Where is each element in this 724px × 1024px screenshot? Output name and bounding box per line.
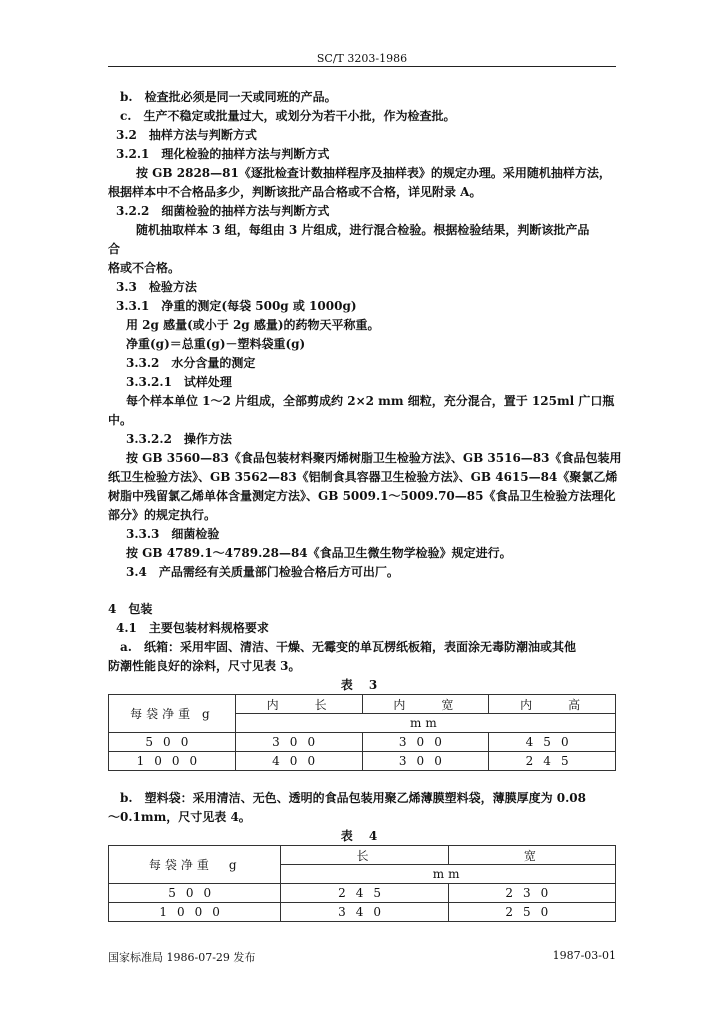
section-3-3-2: 3.3.2 水分含量的测定 [126, 356, 256, 370]
formula-line: 净重(g)＝总重(g)－塑料袋重(g) [126, 337, 306, 351]
table-3-caption: 表 3 [340, 678, 384, 692]
section-4: 4 包装 [108, 602, 153, 616]
table-header: 内 长 [235, 695, 362, 714]
table-header: 每袋净重 g [109, 695, 236, 733]
section-3-3-3: 3.3.3 细菌检验 [126, 527, 220, 541]
paragraph-line: 按 GB 2828—81《逐批检查计数抽样程序及抽样表》的规定办理。采用随机抽样方法， [136, 166, 611, 180]
table-header: 长 [281, 846, 448, 865]
item-b-plastic-bag: b. 塑料袋：采用清洁、无色、透明的食品包装用聚乙烯薄膜塑料袋，薄膜厚度为 0.08 [120, 791, 586, 805]
table-cell: 450 [489, 733, 616, 752]
paragraph-line: 格或不合格。 [108, 261, 181, 275]
table-row [109, 903, 616, 922]
table-cell: 230 [448, 884, 615, 903]
paragraph-line: 随机抽取样本 3 组，每组由 3 片组成，进行混合检验。根据检验结果，判断该批产品 [136, 223, 590, 237]
table-cell: 500 [109, 884, 281, 903]
table-header: 每袋净重 g [109, 846, 281, 884]
section-3-2: 3.2 抽样方法与判断方式 [116, 128, 257, 142]
footer-issuer: 国家标准局 1986-07-29 发布 [108, 951, 256, 964]
item-c: c. 生产不稳定或批量过大，或划分为若干小批，作为检查批。 [120, 109, 456, 123]
paragraph-line: 树脂中残留氯乙烯单体含量测定方法》、GB 5009.1～5009.70—85《食品卫生检验方法理化 [108, 489, 616, 503]
section-3-2-1: 3.2.1 理化检验的抽样方法与判断方式 [116, 147, 330, 161]
table-row [109, 752, 616, 771]
paragraph-line: 合 [108, 242, 121, 256]
table-cell: 400 [235, 752, 362, 771]
paragraph-line: 根据样本中不合格品多少，判断该批产品合格或不合格，详见附录 A。 [108, 185, 482, 199]
section-3-3-1: 3.3.1 净重的测定(每袋 500g 或 1000g) [116, 299, 357, 313]
table-header: 内 高 [489, 695, 616, 714]
table-cell: 300 [362, 733, 489, 752]
header-rule [108, 66, 616, 67]
document-body [108, 88, 622, 922]
item-b: b. 检查批必须是同一天或同班的产品。 [120, 90, 337, 104]
table-unit: mm [235, 714, 615, 733]
table-cell: 245 [281, 884, 448, 903]
table-cell: 300 [235, 733, 362, 752]
page-footer [108, 949, 616, 965]
paragraph-line: 按 GB 3560—83《食品包装材料聚丙烯树脂卫生检验方法》、GB 3516—83《食品包装用 [126, 451, 622, 465]
table-cell: 245 [489, 752, 616, 771]
table-4 [108, 845, 616, 922]
item-a-carton: a. 纸箱：采用牢固、清洁、干燥、无霉变的单瓦楞纸板箱，表面涂无毒防潮油或其他 [120, 640, 576, 654]
page-header-code: SC/T 3203-1986 [316, 52, 408, 65]
table-cell: 500 [109, 733, 236, 752]
paragraph-line: 中。 [108, 413, 133, 427]
section-3-3-2-1: 3.3.2.1 试样处理 [126, 375, 232, 389]
table-header: 内 宽 [362, 695, 489, 714]
paragraph-line: 防潮性能良好的涂料，尺寸见表 3。 [108, 659, 301, 673]
paragraph-line: ～0.1mm，尺寸见表 4。 [108, 810, 251, 824]
table-cell: 1000 [109, 752, 236, 771]
table-cell: 300 [362, 752, 489, 771]
paragraph-line: 每个样本单位 1～2 片组成，全部剪成约 2×2 mm 细粒，充分混合，置于 125ml 广口瓶 [126, 394, 615, 408]
section-3-3-2-2: 3.3.2.2 操作方法 [126, 432, 232, 446]
table-3 [108, 694, 616, 771]
table-header: 宽 [448, 846, 615, 865]
table-cell: 1000 [109, 903, 281, 922]
table-row [109, 733, 616, 752]
table-cell: 250 [448, 903, 615, 922]
paragraph-line: 纸卫生检验方法》、GB 3562—83《铝制食具容器卫生检验方法》、GB 4615—84《聚氯乙烯 [108, 470, 618, 484]
section-3-4: 3.4 产品需经有关质量部门检验合格后方可出厂。 [126, 565, 399, 579]
paragraph-line: 按 GB 4789.1～4789.28—84《食品卫生微生物学检验》规定进行。 [126, 546, 512, 560]
table-row [109, 884, 616, 903]
section-4-1: 4.1 主要包装材料规格要求 [116, 621, 269, 635]
paragraph-line: 部分》的规定执行。 [108, 508, 217, 522]
table-cell: 340 [281, 903, 448, 922]
table-4-caption: 表 4 [340, 829, 384, 843]
footer-date: 1987-03-01 [552, 949, 616, 962]
table-unit: mm [281, 865, 616, 884]
section-3-3: 3.3 检验方法 [116, 280, 197, 294]
paragraph-line: 用 2g 感量(或小于 2g 感量)的药物天平称重。 [126, 318, 380, 332]
section-3-2-2: 3.2.2 细菌检验的抽样方法与判断方式 [116, 204, 330, 218]
